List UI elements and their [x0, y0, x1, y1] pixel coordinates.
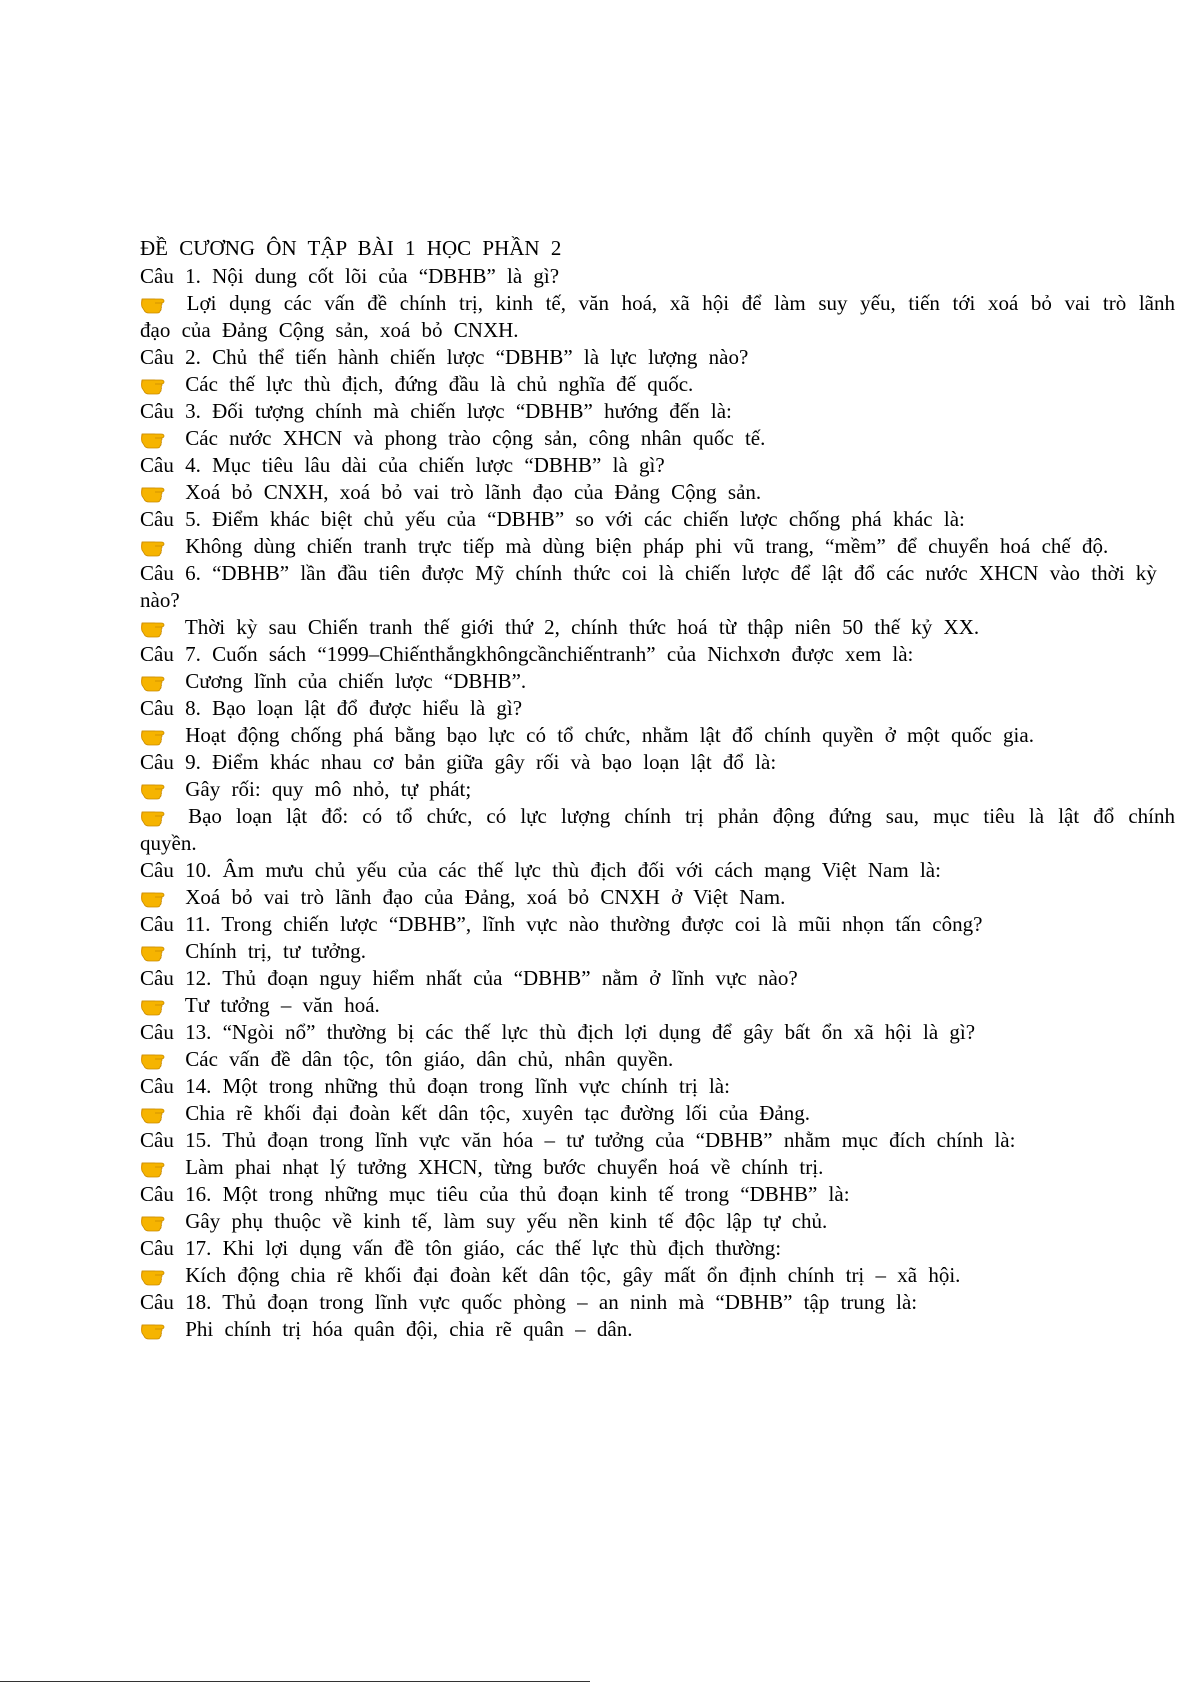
page-bottom-divider: [0, 1681, 590, 1682]
question-block: [140, 506, 1175, 560]
pointing-hand-icon: [140, 616, 168, 638]
question-block: [140, 1127, 1175, 1181]
answer-text: Các thế lực thù địch, đứng đầu là chủ nghĩa đế quốc.: [185, 372, 694, 396]
answer-text: Xoá bỏ vai trò lãnh đạo của Đảng, xoá bỏ CNXH ở Việt Nam.: [185, 885, 786, 909]
question-block: [140, 344, 1175, 398]
answer-line: [140, 1046, 1175, 1073]
answer-line: [140, 938, 1175, 965]
question-block: [140, 911, 1175, 965]
question-text: Câu 15. Thủ đoạn trong lĩnh vực văn hóa – tư tưởng của “DBHB” nhằm mục đích chính là:: [140, 1128, 1016, 1152]
answer-text: Không dùng chiến tranh trực tiếp mà dùng biện pháp phi vũ trang, “mềm” để chuyển hoá chế độ.: [185, 534, 1109, 558]
pointing-hand-icon: [140, 1156, 168, 1178]
pointing-hand-icon: [140, 1048, 168, 1070]
question-text: Câu 5. Điểm khác biệt chủ yếu của “DBHB” so với các chiến lược chống phá khác là:: [140, 507, 965, 531]
question-block: [140, 560, 1175, 641]
answer-line: [140, 371, 1175, 398]
answer-line: [140, 803, 1175, 857]
pointing-hand-icon: [140, 373, 168, 395]
question-text: Câu 7. Cuốn sách “1999–Chiếnthắngkhôngcầnchiếntranh” của Nichxơn được xem là:: [140, 642, 914, 666]
question-block: [140, 641, 1175, 695]
answer-text: Làm phai nhạt lý tưởng XHCN, từng bước chuyển hoá về chính trị.: [185, 1155, 824, 1179]
pointing-hand-icon: [140, 886, 168, 908]
question-block: [140, 452, 1175, 506]
pointing-hand-icon: [140, 778, 168, 800]
pointing-hand-icon: [140, 724, 168, 746]
question-text: Câu 6. “DBHB” lần đầu tiên được Mỹ chính thức coi là chiến lược để lật đổ các nước XHCN vào thời kỳ nào?: [140, 561, 1157, 612]
question-text: Câu 17. Khi lợi dụng vấn đề tôn giáo, các thế lực thù địch thường:: [140, 1236, 782, 1260]
question-text: Câu 8. Bạo loạn lật đổ được hiểu là gì?: [140, 696, 523, 720]
answer-text: Chính trị, tư tưởng.: [185, 939, 367, 963]
answer-line: [140, 1208, 1175, 1235]
question-text: Câu 16. Một trong những mục tiêu của thủ đoạn kinh tế trong “DBHB” là:: [140, 1182, 850, 1206]
pointing-hand-icon: [140, 994, 168, 1016]
question-block: [140, 1181, 1175, 1235]
pointing-hand-icon: [140, 805, 168, 827]
document-body: [140, 233, 1175, 1343]
question-text: Câu 3. Đối tượng chính mà chiến lược “DBHB” hướng đến là:: [140, 399, 732, 423]
answer-line: [140, 722, 1175, 749]
answer-line: [140, 479, 1175, 506]
answer-line: [140, 1154, 1175, 1181]
answer-text: Bạo loạn lật đổ: có tổ chức, có lực lượng chính trị phản động đứng sau, mục tiêu là lật đổ chính quyền.: [140, 804, 1176, 855]
pointing-hand-icon: [140, 1318, 168, 1340]
answer-line: [140, 776, 1175, 803]
question-text: Câu 11. Trong chiến lược “DBHB”, lĩnh vực nào thường được coi là mũi nhọn tấn công?: [140, 912, 983, 936]
answer-line: [140, 992, 1175, 1019]
answer-text: Tư tưởng – văn hoá.: [184, 993, 380, 1017]
document-title: ĐỀ CƯƠNG ÔN TẬP BÀI 1 HỌC PHẦN 2: [140, 236, 562, 260]
question-text: Câu 18. Thủ đoạn trong lĩnh vực quốc phòng – an ninh mà “DBHB” tập trung là:: [140, 1290, 918, 1314]
pointing-hand-icon: [140, 1264, 168, 1286]
pointing-hand-icon: [140, 292, 168, 314]
answer-line: [140, 425, 1175, 452]
question-block: [140, 1019, 1175, 1073]
answer-line: [140, 1100, 1175, 1127]
pointing-hand-icon: [140, 1102, 168, 1124]
question-text: Câu 10. Âm mưu chủ yếu của các thế lực thù địch đối với cách mạng Việt Nam là:: [140, 858, 941, 882]
answer-text: Thời kỳ sau Chiến tranh thế giới thứ 2, chính thức hoá từ thập niên 50 thế kỷ XX.: [184, 615, 980, 639]
question-list: [140, 263, 1175, 1343]
answer-line: [140, 533, 1175, 560]
answer-line: [140, 614, 1175, 641]
answer-text: Kích động chia rẽ khối đại đoàn kết dân tộc, gây mất ổn định chính trị – xã hội.: [185, 1263, 961, 1287]
question-block: [140, 1289, 1175, 1343]
answer-line: [140, 668, 1175, 695]
answer-text: Chia rẽ khối đại đoàn kết dân tộc, xuyên tạc đường lối của Đảng.: [185, 1101, 810, 1125]
question-text: Câu 2. Chủ thể tiến hành chiến lược “DBHB” là lực lượng nào?: [140, 345, 749, 369]
answer-text: Phi chính trị hóa quân đội, chia rẽ quân – dân.: [185, 1317, 633, 1341]
answer-line: [140, 884, 1175, 911]
answer-text: Cương lĩnh của chiến lược “DBHB”.: [185, 669, 527, 693]
question-block: [140, 398, 1175, 452]
answer-text: Gây rối: quy mô nhỏ, tự phát;: [185, 777, 472, 801]
answer-text: Các vấn đề dân tộc, tôn giáo, dân chủ, nhân quyền.: [185, 1047, 674, 1071]
question-text: Câu 14. Một trong những thủ đoạn trong lĩnh vực chính trị là:: [140, 1074, 730, 1098]
answer-line: [140, 1316, 1175, 1343]
pointing-hand-icon: [140, 427, 168, 449]
pointing-hand-icon: [140, 535, 168, 557]
pointing-hand-icon: [140, 940, 168, 962]
question-block: [140, 263, 1175, 344]
question-block: [140, 1235, 1175, 1289]
answer-text: Gây phụ thuộc về kinh tế, làm suy yếu nền kinh tế độc lập tự chủ.: [185, 1209, 828, 1233]
answer-text: Hoạt động chống phá bằng bạo lực có tổ chức, nhằm lật đổ chính quyền ở một quốc gia.: [185, 723, 1034, 747]
question-block: [140, 857, 1175, 911]
answer-line: [140, 1262, 1175, 1289]
answer-text: Lợi dụng các vấn đề chính trị, kinh tế, văn hoá, xã hội để làm suy yếu, tiến tới xoá bỏ vai trò lãnh đạo của Đảng Cộng sản, xoá bỏ CNXH.: [140, 291, 1175, 342]
pointing-hand-icon: [140, 481, 168, 503]
question-text: Câu 13. “Ngòi nổ” thường bị các thế lực thù địch lợi dụng để gây bất ổn xã hội là gì?: [140, 1020, 976, 1044]
question-text: Câu 9. Điểm khác nhau cơ bản giữa gây rối và bạo loạn lật đổ là:: [140, 750, 777, 774]
answer-line: [140, 290, 1175, 344]
answer-text: Xoá bỏ CNXH, xoá bỏ vai trò lãnh đạo của Đảng Cộng sản.: [185, 480, 762, 504]
pointing-hand-icon: [140, 1210, 168, 1232]
question-text: Câu 4. Mục tiêu lâu dài của chiến lược “DBHB” là gì?: [140, 453, 665, 477]
question-block: [140, 1073, 1175, 1127]
question-text: Câu 12. Thủ đoạn nguy hiểm nhất của “DBHB” nằm ở lĩnh vực nào?: [140, 966, 798, 990]
pointing-hand-icon: [140, 670, 168, 692]
question-block: [140, 695, 1175, 749]
question-block: [140, 965, 1175, 1019]
question-block: [140, 749, 1175, 857]
answer-text: Các nước XHCN và phong trào cộng sản, công nhân quốc tế.: [185, 426, 766, 450]
question-text: Câu 1. Nội dung cốt lõi của “DBHB” là gì?: [140, 264, 560, 288]
